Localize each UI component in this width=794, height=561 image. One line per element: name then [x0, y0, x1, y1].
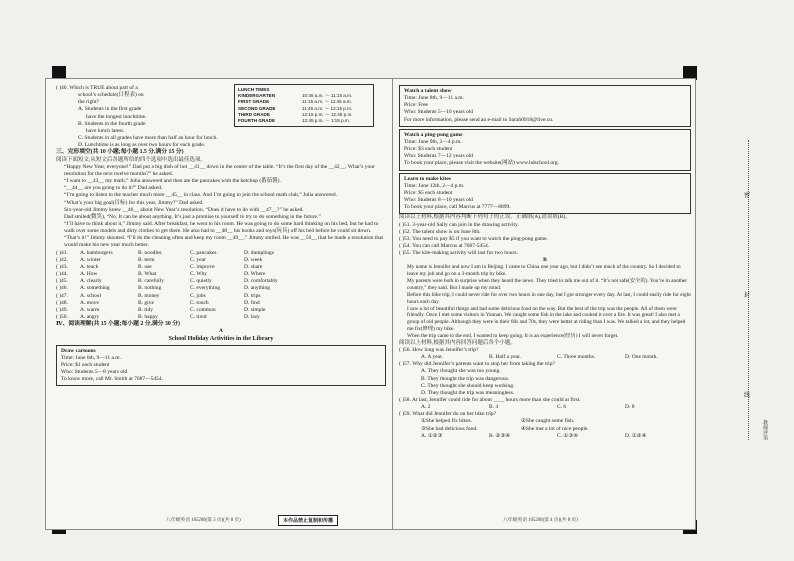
- option-b: B. What: [138, 271, 157, 278]
- q59-statement-2: ②She caught some fish.: [521, 418, 575, 425]
- option-c: C. improve: [190, 263, 215, 270]
- activity-ping-pong: [399, 129, 691, 171]
- passage-b-instruction: 阅读以上材料,根据其内容回答问题后各个小题。: [399, 339, 516, 346]
- option-a: A. winter: [80, 256, 101, 263]
- passage-paragraph: My name is Jennifer and now I am in Beijing. I came to China one year ago, but I didn’t see much of the country. So I decided to leave my job and go on a 3-month trip by bike.: [407, 264, 681, 278]
- activity-name: Watch a ping-pong game: [404, 131, 463, 138]
- option-b: B. money: [138, 292, 160, 299]
- activity-line: Price: $5 each student: [404, 189, 453, 196]
- q56-option-b: B. Half a year.: [489, 354, 521, 361]
- option-a: A. school: [80, 292, 102, 299]
- q40-option-a-cont: have the longest lunchtime.: [86, 113, 147, 120]
- copy-prohibited-stamp: 本作品禁止复制和传播: [278, 515, 338, 526]
- option-b: B. use: [138, 263, 152, 270]
- tf-item-51: ( )51. 3-year-old Sally can join in the drawing activity.: [399, 221, 519, 228]
- q40-line: school’s schedule(日程表) on: [78, 92, 144, 99]
- q59-statement-1: ①She helped fix bikes.: [421, 418, 473, 425]
- option-c: C. Why: [190, 271, 208, 278]
- option-c: C. touch: [190, 299, 209, 306]
- cloze-options: [56, 250, 386, 322]
- binding-mark-xian: 线: [744, 392, 751, 399]
- question-number: ( )41.: [56, 249, 68, 256]
- reading-heading: Ⅳ、阅读理解(共 15 小题;每小题 2 分,满分 30 分): [56, 321, 180, 328]
- true-false-instruction: 阅读以上材料,根据其内容判断下列句子的正误。正确填(A),错误填(B)。: [399, 214, 571, 221]
- page-4: [392, 78, 696, 530]
- tf-item-55: ( )55. The kite-making activity will last for two hours.: [399, 250, 518, 257]
- q59-stem: ( )59. What did Jennifer do on her bike trip?: [399, 411, 497, 418]
- q40-option-b: B. Students in the fourth grade: [78, 120, 146, 127]
- activity-line: Who: Students 7—12 years old: [404, 153, 474, 160]
- q59-options: [399, 433, 691, 440]
- q57-option-a: A. They thought she was too young.: [421, 368, 501, 375]
- grade-label: FOURTH GRADE: [238, 118, 276, 124]
- tf-item-53: ( )53. You need to pay $5 if you want to watch the ping-pong game.: [399, 235, 548, 242]
- activity-line: Time: June 9th, 2—4 p.m.: [404, 138, 462, 145]
- page-footer-right: 八年级英语 105200(第 4 页)(共 8 页): [503, 518, 578, 523]
- q40-option-d: D. Lunchtime is as long as over two hours for each grade.: [78, 142, 206, 149]
- option-a: A. something: [80, 285, 110, 292]
- activity-name: Draw cartoons: [61, 347, 96, 354]
- cloze-paragraph: “What’s your big goal(目标) for this year, Jimmy?” Dad asked.: [64, 199, 204, 206]
- activity-talent-show: [399, 85, 691, 127]
- binding-mark-feng: 封: [744, 292, 751, 299]
- cloze-paragraph: “Happy New Year, everyone!” Dad put a big dish of hot __41__ down in the center of the table. “It’s the first day of the __42__. What’s your resolution for the next twelve months?” he asked.: [64, 163, 375, 177]
- activity-line: Who: Students 5—10 years old: [404, 109, 474, 116]
- cloze-option-row: [56, 300, 386, 307]
- q59-statements-1: [399, 418, 691, 425]
- question-number: ( )42.: [56, 256, 68, 263]
- passage-paragraph: When the trip came to the end, I wanted to keep going. It is an experience(经历) I will never forget.: [407, 332, 619, 339]
- cloze-heading: 三、完形填空(共 10 小题;每小题 1.5 分,满分 15 分): [56, 149, 184, 156]
- q58-option-d: D. 8: [625, 404, 635, 411]
- passage-a-letter: A: [219, 328, 223, 335]
- option-c: C. pancakes: [190, 249, 217, 256]
- option-d: D. dumplings: [244, 249, 274, 256]
- q59-option-c: C. ①③④: [557, 432, 579, 439]
- activity-line: To know more, call Mr. Smith at 7687—5454.: [61, 376, 163, 383]
- grade-label: THIRD GRADE: [238, 111, 270, 117]
- option-d: D. anything: [244, 285, 270, 292]
- cloze-option-row: [56, 264, 386, 271]
- lunch-times-table: [234, 84, 374, 127]
- q59-option-d: D. ①②④: [625, 432, 647, 439]
- activity-line: Who: Students 5—8 years old: [61, 369, 128, 376]
- q56-option-d: D. One month.: [625, 354, 658, 361]
- q40-option-a: A. Students in the first grade: [78, 106, 142, 113]
- option-a: A. teach: [80, 263, 99, 270]
- cloze-option-row: [56, 257, 386, 264]
- q57-option-c: C. They thought she should keep working.: [421, 382, 515, 389]
- q40-line: the right?: [78, 99, 99, 106]
- grade-label: SECOND GRADE: [238, 105, 276, 111]
- question-number: ( )50.: [56, 314, 68, 320]
- q56-option-c: C. Three months.: [557, 354, 596, 361]
- cloze-paragraph: “__44__ are you going to do it?” Dad asked.: [64, 185, 163, 192]
- option-a: A. How: [80, 271, 98, 278]
- question-number: ( )48.: [56, 299, 68, 306]
- option-d: D. find: [244, 299, 260, 306]
- question-40: [56, 85, 234, 135]
- question-number: ( )47.: [56, 292, 68, 299]
- q57-option-d: D. They thought the trip was meaningless.: [421, 389, 515, 396]
- cloze-option-row: [56, 250, 386, 257]
- option-b: B. nothing: [138, 285, 162, 292]
- cloze-paragraph: “That’s it!” Jimmy shouted. “I’ll do the cleaning often and keep my room __49__.” Jimmy smiled. He was __50__ that he made a resolution that would make his new year much better.: [64, 235, 384, 249]
- page-footer-left: 八年级英语 105200(第 3 页)(共 8 页): [166, 518, 241, 523]
- q58-option-a: A. 2: [421, 404, 431, 411]
- option-b: B. tidy: [138, 306, 153, 313]
- left-column: [56, 85, 386, 386]
- option-d: D. trips: [244, 292, 261, 299]
- question-number: ( )46.: [56, 285, 68, 292]
- library-activities-title: School Holiday Activities in the Library: [168, 335, 274, 343]
- activity-line: Price: $1 each student: [61, 361, 110, 368]
- lunch-row: [238, 118, 370, 124]
- cloze-option-row: [56, 307, 386, 314]
- option-c: C. everything: [190, 285, 220, 292]
- activity-line: Time: June 8th, 9—11 a.m.: [404, 95, 464, 102]
- q59-statement-3: ③She had delicious food.: [421, 425, 478, 432]
- cloze-option-row: [56, 278, 386, 285]
- passage-paragraph: My parents were both in surprise when they heard the news. They tried to talk me out of it. “It’s not safe(安全的). You’re in another country,” they said. But I made up my mind.: [407, 278, 687, 291]
- binding-mark-mi: 密: [744, 192, 751, 199]
- cloze-option-row: [56, 271, 386, 278]
- question-number: ( )44.: [56, 271, 68, 278]
- q56-option-a: A. A year.: [421, 354, 443, 361]
- activity-line: Price: Free: [404, 102, 428, 109]
- q59-option-b: B. ②③④: [489, 432, 511, 439]
- q57-stem: ( )57. Why did Jennifer’s parents want to stop her from taking the trip?: [399, 361, 555, 368]
- cloze-instruction: 阅读下面短文,从短文后各题所给的四个选项中选出最佳选项。: [56, 156, 206, 163]
- page-3: [45, 78, 393, 530]
- q58-option-c: C. 6: [557, 404, 567, 411]
- q40-option-c: C. Students in all grades have more than half an hour for lunch.: [78, 135, 218, 142]
- q58-option-b: B. 4: [489, 404, 499, 411]
- tf-item-54: ( )54. You can call Marcus at 7687-5454.: [399, 242, 490, 249]
- cloze-paragraph: Dad smiled(微笑), “No. It can be about anything. It’s just a promise to yourself to try to do something in the future.”: [64, 213, 321, 220]
- activity-line: Price: $3 each student: [404, 146, 453, 153]
- lunch-time: 12:45 p.m. ～ 1:15 p.m.: [302, 118, 351, 124]
- option-c: C. tired: [190, 314, 207, 320]
- tf-item-52: ( )52. The talent show is on June 8th.: [399, 228, 481, 235]
- right-column: [399, 85, 691, 440]
- cloze-paragraph: Six-year-old Jimmy knew __46__ about New Year’s resolution. “Does it have to do with __47__?” he asked.: [64, 206, 304, 213]
- question-number: ( )43.: [56, 263, 68, 270]
- question-number: ( )49.: [56, 306, 68, 313]
- q56-stem: ( )56. How long was Jennifer’s trip?: [399, 346, 479, 353]
- activity-line: To book your place, please visit the website(网站) www.hdschool.org.: [404, 160, 559, 167]
- teacher-comment-label: 教师评语: [762, 420, 768, 440]
- passage-paragraph: Before this bike trip, I could never ride for over two hours in one day, but I got stronger every day. At last, I could easily ride for eight hours each day.: [407, 291, 691, 305]
- option-b: B. noodles: [138, 249, 162, 256]
- cloze-paragraph: “I want to __43__ my math,” Julia answered and then ate the pancakes with the ketchup (番茄酱).: [64, 178, 281, 185]
- option-b: B. happy: [138, 314, 158, 320]
- option-b: B. give: [138, 299, 154, 306]
- option-b: B. carefully: [138, 278, 164, 285]
- q59-statement-4: ④She met a lot of nice people.: [521, 425, 589, 432]
- q58-stem: ( )58. At last, Jennifer could ride for about ____ hours more than she could at first.: [399, 396, 581, 403]
- q40-option-b-cont: have lunch latest.: [86, 127, 125, 134]
- lunch-time: 11:15 a.m. ～ 11:45 a.m.: [302, 99, 352, 105]
- option-c: C. year: [190, 256, 206, 263]
- option-d: D. share: [244, 263, 263, 270]
- option-c: C. common: [190, 306, 216, 313]
- lunch-time: 11:45 a.m. ～ 12:15 p.m.: [302, 105, 353, 111]
- lunch-time: 12:15 p.m. ～ 12:45 p.m.: [302, 111, 353, 117]
- option-d: D. week: [244, 256, 263, 263]
- cloze-paragraph: “I’ll have to think about it,” Jimmy said. After breakfast, he went to his room. He was going to do some hard thinking on his bed, but he had to walk over some models and dirty clothes to get there. He also had to __48__ his books and toys(玩具) off his bed before he could sit down.: [64, 220, 379, 235]
- option-d: D. Where: [244, 271, 266, 278]
- cloze-passage: [56, 164, 386, 250]
- passage-b-letter: B: [543, 257, 547, 264]
- option-b: B. term: [138, 256, 155, 263]
- option-d: D. lazy: [244, 314, 260, 320]
- activity-line: Time: June 12th, 2—4 p.m.: [404, 182, 465, 189]
- q40-line: ( )40. Which is TRUE about part of a: [56, 85, 138, 91]
- option-c: C. jobs: [190, 292, 206, 299]
- activity-line: Time: June 6th, 9—11 a.m.: [61, 354, 121, 361]
- lunch-time: 10:45 a.m. ～ 11:15 a.m.: [302, 93, 353, 99]
- option-a: A. angry: [80, 314, 100, 320]
- cloze-option-row: [56, 285, 386, 292]
- option-a: A. move: [80, 299, 99, 306]
- q59-option-a: A. ①②③: [421, 432, 443, 439]
- option-c: C. quietly: [190, 278, 212, 285]
- option-a: A. warm: [80, 306, 100, 313]
- passage-b: [399, 264, 691, 339]
- question-number: ( )45.: [56, 278, 68, 285]
- activity-kites: [399, 173, 691, 215]
- cloze-paragraph: “I’m going to listen to the teacher much more __45__ in class. And I’m going to join the school math club,” Julia answered.: [64, 192, 337, 199]
- grade-label: KINDERGARTEN: [238, 93, 276, 99]
- option-d: D. simple: [244, 306, 266, 313]
- option-a: A. clearly: [80, 278, 102, 285]
- option-d: D. comfortably: [244, 278, 278, 285]
- activity-line: Who: Students 8—10 years old: [404, 197, 474, 204]
- q59-statements-2: [399, 426, 691, 433]
- activity-line: For more information, please send an e-mail to Sarah0918@live.cn.: [404, 116, 554, 123]
- cloze-option-row: [56, 293, 386, 300]
- passage-paragraph: I saw a lot of beautiful things and had some delicious food on the way. But the best of the trip was the people. All of them were friendly. Once I met some visitors in Yunnan. We caught some fish in the lake and cooked it over a fire. It was great! I also met a group of old people. Although they were in their 60s and 70s, they were better at riding than I was. We talked a lot, and they helped me fix(修理) my bike.: [407, 305, 686, 333]
- lunch-times-title: LUNCH TIMES: [238, 87, 270, 92]
- activity-draw-cartoons: [56, 345, 386, 387]
- q57-option-b: B. They thought the trip was dangerous.: [421, 375, 510, 382]
- activity-name: Learn to make kites: [404, 175, 451, 182]
- activity-line: To book your place, call Marcus at 7777—8899.: [404, 204, 511, 211]
- activity-name: Watch a talent show: [404, 88, 452, 94]
- option-a: A. hamburgers: [80, 249, 113, 256]
- grade-label: FIRST GRADE: [238, 99, 270, 105]
